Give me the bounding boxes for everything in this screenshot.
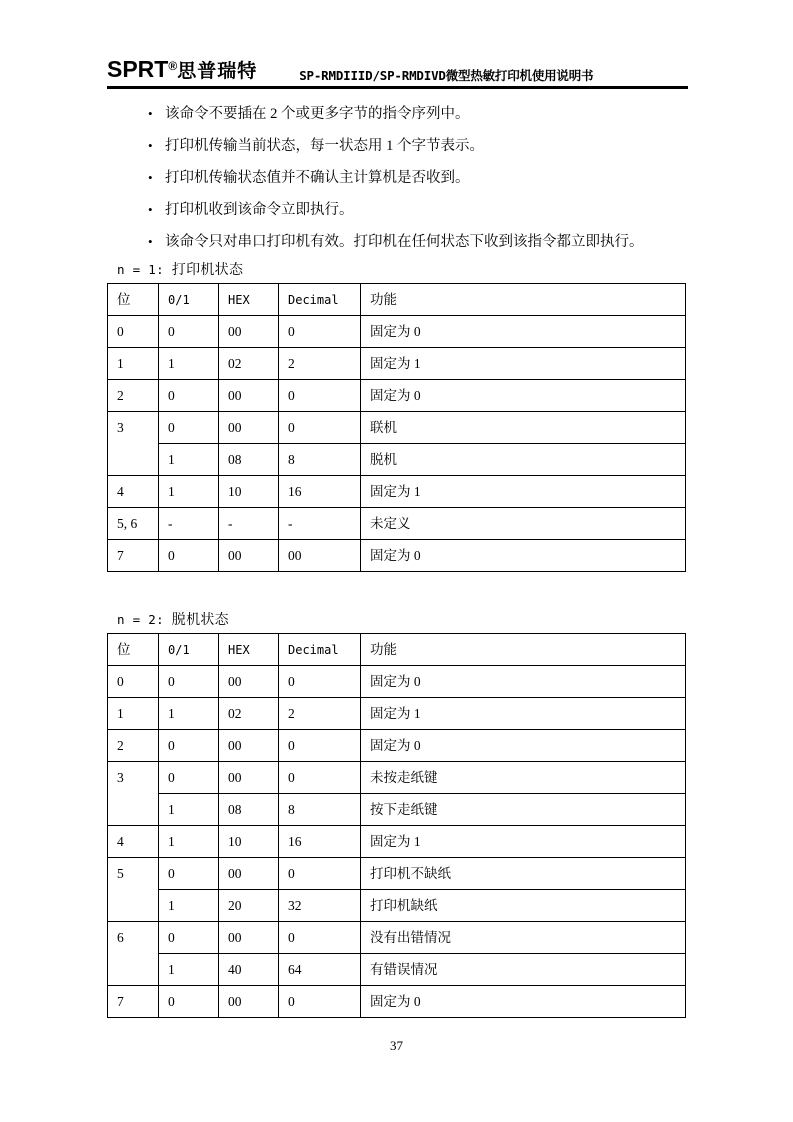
bullet-icon: • bbox=[148, 106, 153, 121]
logo-latin-text: SPRT bbox=[107, 56, 169, 82]
cell-decimal: 8 bbox=[279, 794, 361, 826]
header-title-cjk: 微型热敏打印机使用说明书 bbox=[445, 68, 594, 83]
list-item-label: 打印机收到该命令立即执行。 bbox=[165, 202, 354, 218]
column-header-hex: HEX bbox=[219, 634, 279, 666]
table-row bbox=[108, 762, 686, 794]
table-2-body bbox=[108, 666, 686, 1018]
cell-value: 1 bbox=[159, 348, 219, 380]
cell-bit: 4 bbox=[108, 826, 159, 858]
cell-function: 固定为 1 bbox=[361, 698, 686, 730]
cell-bit: 4 bbox=[108, 476, 159, 508]
page-number: 37 bbox=[390, 1038, 403, 1053]
table-header-row bbox=[108, 284, 686, 316]
cell-hex: 00 bbox=[219, 380, 279, 412]
cell-function: 打印机缺纸 bbox=[361, 890, 686, 922]
bullet-icon: • bbox=[148, 202, 153, 217]
table-row bbox=[108, 986, 686, 1018]
table-row bbox=[108, 412, 686, 444]
cell-hex: 02 bbox=[219, 348, 279, 380]
cell-decimal: 0 bbox=[279, 730, 361, 762]
cell-decimal: 0 bbox=[279, 858, 361, 890]
cell-value: 1 bbox=[159, 794, 219, 826]
cell-value: 0 bbox=[159, 730, 219, 762]
cell-bit: 1 bbox=[108, 698, 159, 730]
cell-value: 1 bbox=[159, 698, 219, 730]
cell-decimal: 0 bbox=[279, 922, 361, 954]
table-row bbox=[108, 954, 686, 986]
table-row bbox=[108, 922, 686, 954]
cell-hex: - bbox=[219, 508, 279, 540]
cell-decimal: 16 bbox=[279, 476, 361, 508]
cell-function: 打印机不缺纸 bbox=[361, 858, 686, 890]
notes-bullet-list bbox=[148, 103, 688, 263]
cell-function: 固定为 0 bbox=[361, 380, 686, 412]
column-header-value: 0/1 bbox=[159, 284, 219, 316]
table-row bbox=[108, 508, 686, 540]
table-header-row bbox=[108, 634, 686, 666]
cell-bit: 3 bbox=[108, 412, 159, 476]
table-1-caption-text: 打印机状态 bbox=[171, 263, 244, 278]
cell-hex: 00 bbox=[219, 412, 279, 444]
table-1-caption bbox=[117, 260, 243, 281]
sprt-logo bbox=[107, 56, 257, 86]
cell-hex: 00 bbox=[219, 730, 279, 762]
list-item-label: 打印机传输当前状态，每一状态用 1 个字节表示。 bbox=[165, 138, 484, 154]
cell-value: 1 bbox=[159, 444, 219, 476]
cell-bit: 3 bbox=[108, 762, 159, 826]
cell-bit: 5 bbox=[108, 858, 159, 922]
bullet-icon: • bbox=[148, 234, 153, 249]
cell-hex: 00 bbox=[219, 922, 279, 954]
cell-bit: 6 bbox=[108, 922, 159, 986]
table-row bbox=[108, 540, 686, 572]
table-1-header bbox=[108, 284, 686, 316]
cell-value: 0 bbox=[159, 412, 219, 444]
cell-hex: 08 bbox=[219, 794, 279, 826]
cell-decimal: 64 bbox=[279, 954, 361, 986]
column-header-decimal: Decimal bbox=[279, 634, 361, 666]
cell-decimal: - bbox=[279, 508, 361, 540]
table-row bbox=[108, 826, 686, 858]
cell-decimal: 0 bbox=[279, 412, 361, 444]
cell-function: 未按走纸键 bbox=[361, 762, 686, 794]
cell-bit: 7 bbox=[108, 986, 159, 1018]
table-row bbox=[108, 348, 686, 380]
list-item-label: 该命令只对串口打印机有效。打印机在任何状态下收到该指令都立即执行。 bbox=[165, 234, 644, 250]
cell-hex: 00 bbox=[219, 316, 279, 348]
table-row bbox=[108, 476, 686, 508]
list-item bbox=[148, 231, 688, 263]
table-2-header bbox=[108, 634, 686, 666]
cell-decimal: 2 bbox=[279, 698, 361, 730]
column-header-function: 功能 bbox=[361, 284, 686, 316]
cell-hex: 00 bbox=[219, 540, 279, 572]
cell-bit: 0 bbox=[108, 666, 159, 698]
list-item-label: 打印机传输状态值并不确认主计算机是否收到。 bbox=[165, 170, 470, 186]
cell-value: 0 bbox=[159, 922, 219, 954]
table-row bbox=[108, 730, 686, 762]
cell-value: 0 bbox=[159, 762, 219, 794]
cell-function: 按下走纸键 bbox=[361, 794, 686, 826]
cell-decimal: 8 bbox=[279, 444, 361, 476]
table-row bbox=[108, 858, 686, 890]
cell-function: 脱机 bbox=[361, 444, 686, 476]
list-item bbox=[148, 167, 688, 199]
column-header-hex: HEX bbox=[219, 284, 279, 316]
header-title-model: SP-RMDIIID/SP-RMDIVD bbox=[299, 68, 446, 83]
cell-function: 固定为 0 bbox=[361, 986, 686, 1018]
cell-value: 1 bbox=[159, 476, 219, 508]
header-document-title bbox=[299, 68, 593, 86]
cell-decimal: 00 bbox=[279, 540, 361, 572]
list-item-label: 该命令不要插在 2 个或更多字节的指令序列中。 bbox=[165, 106, 470, 122]
cell-bit: 2 bbox=[108, 380, 159, 412]
cell-value: 0 bbox=[159, 380, 219, 412]
cell-value: 1 bbox=[159, 954, 219, 986]
bullet-icon: • bbox=[148, 170, 153, 185]
cell-bit: 0 bbox=[108, 316, 159, 348]
list-item bbox=[148, 199, 688, 231]
cell-bit: 2 bbox=[108, 730, 159, 762]
column-header-decimal: Decimal bbox=[279, 284, 361, 316]
cell-decimal: 2 bbox=[279, 348, 361, 380]
cell-hex: 00 bbox=[219, 762, 279, 794]
cell-decimal: 0 bbox=[279, 762, 361, 794]
table-1-body bbox=[108, 316, 686, 572]
cell-decimal: 0 bbox=[279, 666, 361, 698]
cell-function: 固定为 0 bbox=[361, 540, 686, 572]
table-row bbox=[108, 380, 686, 412]
cell-hex: 02 bbox=[219, 698, 279, 730]
cell-function: 固定为 0 bbox=[361, 666, 686, 698]
table-2-caption-prefix: n = 2: bbox=[117, 612, 172, 627]
column-header-bit: 位 bbox=[108, 284, 159, 316]
list-item bbox=[148, 103, 688, 135]
list-item bbox=[148, 135, 688, 167]
table-row bbox=[108, 890, 686, 922]
logo-cjk-text: 思普瑞特 bbox=[177, 60, 258, 82]
cell-function: 固定为 0 bbox=[361, 730, 686, 762]
table-1-caption-prefix: n = 1: bbox=[117, 262, 172, 277]
cell-function: 固定为 1 bbox=[361, 476, 686, 508]
cell-bit: 1 bbox=[108, 348, 159, 380]
cell-function: 固定为 0 bbox=[361, 316, 686, 348]
cell-hex: 40 bbox=[219, 954, 279, 986]
cell-bit: 7 bbox=[108, 540, 159, 572]
cell-value: 0 bbox=[159, 316, 219, 348]
cell-function: 未定义 bbox=[361, 508, 686, 540]
cell-hex: 10 bbox=[219, 476, 279, 508]
table-2-caption-text: 脱机状态 bbox=[171, 613, 229, 628]
cell-hex: 10 bbox=[219, 826, 279, 858]
column-header-value: 0/1 bbox=[159, 634, 219, 666]
table-row bbox=[108, 698, 686, 730]
cell-function: 固定为 1 bbox=[361, 348, 686, 380]
cell-function: 联机 bbox=[361, 412, 686, 444]
column-header-function: 功能 bbox=[361, 634, 686, 666]
table-row bbox=[108, 444, 686, 476]
cell-hex: 00 bbox=[219, 986, 279, 1018]
cell-decimal: 0 bbox=[279, 380, 361, 412]
cell-decimal: 16 bbox=[279, 826, 361, 858]
cell-hex: 00 bbox=[219, 666, 279, 698]
cell-hex: 08 bbox=[219, 444, 279, 476]
cell-value: 1 bbox=[159, 826, 219, 858]
cell-hex: 20 bbox=[219, 890, 279, 922]
cell-bit: 5, 6 bbox=[108, 508, 159, 540]
cell-hex: 00 bbox=[219, 858, 279, 890]
cell-decimal: 0 bbox=[279, 986, 361, 1018]
cell-value: 0 bbox=[159, 986, 219, 1018]
column-header-bit: 位 bbox=[108, 634, 159, 666]
table-2-caption bbox=[117, 610, 229, 631]
printer-status-table bbox=[107, 283, 686, 572]
cell-value: 0 bbox=[159, 540, 219, 572]
cell-value: - bbox=[159, 508, 219, 540]
bullet-icon: • bbox=[148, 138, 153, 153]
cell-decimal: 0 bbox=[279, 316, 361, 348]
offline-status-table bbox=[107, 633, 686, 1018]
cell-value: 0 bbox=[159, 666, 219, 698]
cell-function: 有错误情况 bbox=[361, 954, 686, 986]
cell-decimal: 32 bbox=[279, 890, 361, 922]
cell-value: 1 bbox=[159, 890, 219, 922]
page-header bbox=[107, 52, 688, 89]
registered-trademark-icon: ® bbox=[168, 59, 178, 73]
table-row bbox=[108, 316, 686, 348]
cell-function: 没有出错情况 bbox=[361, 922, 686, 954]
table-row bbox=[108, 794, 686, 826]
cell-value: 0 bbox=[159, 858, 219, 890]
cell-function: 固定为 1 bbox=[361, 826, 686, 858]
table-row bbox=[108, 666, 686, 698]
